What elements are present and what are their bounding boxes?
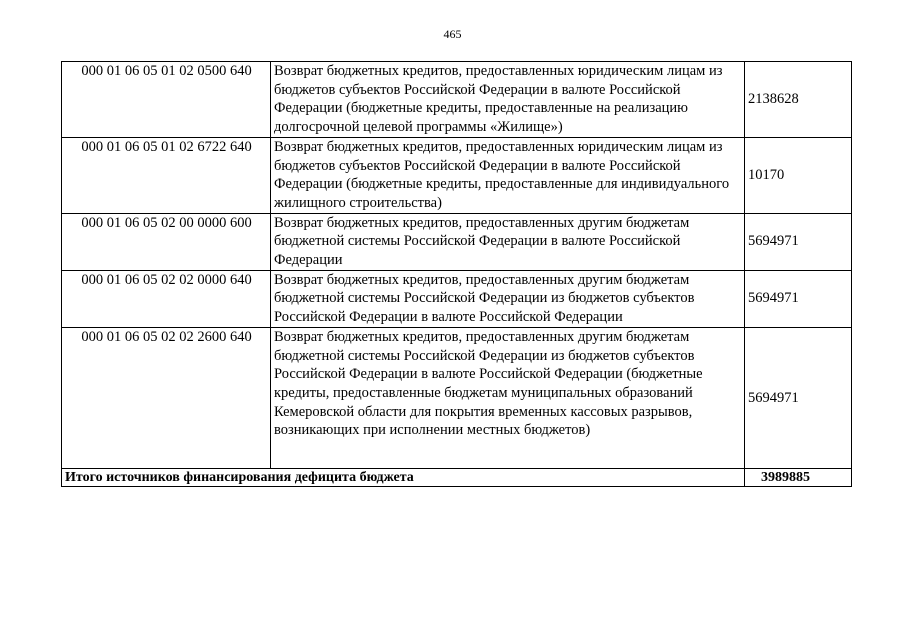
budget-code-cell: 000 01 06 05 02 00 0000 600 [62,213,271,270]
total-row [62,469,852,487]
budget-code-cell: 000 01 06 05 02 02 2600 640 [62,327,271,468]
table-row [62,62,852,138]
description-cell: Возврат бюджетных кредитов, предоставленных другим бюджетам бюджетной системы Российской Федерации в валюте Российской Федерации [271,213,745,270]
table-row [62,270,852,327]
page-number: 465 [443,27,462,41]
description-cell: Возврат бюджетных кредитов, предоставленных юридическим лицам из бюджетов субъектов Российской Федерации в валюте Российской Федерации (бюджетные кредиты, предоставленные для индивидуального жилищного строительства) [271,137,745,213]
budget-code-cell: 000 01 06 05 02 02 0000 640 [62,270,271,327]
amount-cell: 5694971 [745,327,852,468]
budget-sources-table [61,61,852,487]
amount-cell: 2138628 [745,62,852,138]
budget-code-cell: 000 01 06 05 01 02 6722 640 [62,137,271,213]
budget-code-cell: 000 01 06 05 01 02 0500 640 [62,62,271,138]
description-cell: Возврат бюджетных кредитов, предоставленных другим бюджетам бюджетной системы Российской Федерации из бюджетов субъектов Российской Федерации в валюте Российской Федерации [271,270,745,327]
table-row [62,137,852,213]
total-amount: 3989885 [745,469,852,487]
amount-cell: 10170 [745,137,852,213]
table-row [62,213,852,270]
table-row [62,327,852,468]
description-cell: Возврат бюджетных кредитов, предоставленных другим бюджетам бюджетной системы Российской Федерации из бюджетов субъектов Российской Федерации в валюте Российской Федерации (бюджетные кредиты, предоставленные бюджетам муниципальных образований Кемеровской области для покрытия временных кассовых разрывов, возникающих при исполнении местных бюджетов) [271,327,745,468]
description-cell: Возврат бюджетных кредитов, предоставленных юридическим лицам из бюджетов субъектов Российской Федерации в валюте Российской Федерации (бюджетные кредиты, предоставленные на реализацию долгосрочной целевой программы «Жилище») [271,62,745,138]
amount-cell: 5694971 [745,213,852,270]
amount-cell: 5694971 [745,270,852,327]
total-label: Итого источников финансирования дефицита бюджета [62,469,745,487]
